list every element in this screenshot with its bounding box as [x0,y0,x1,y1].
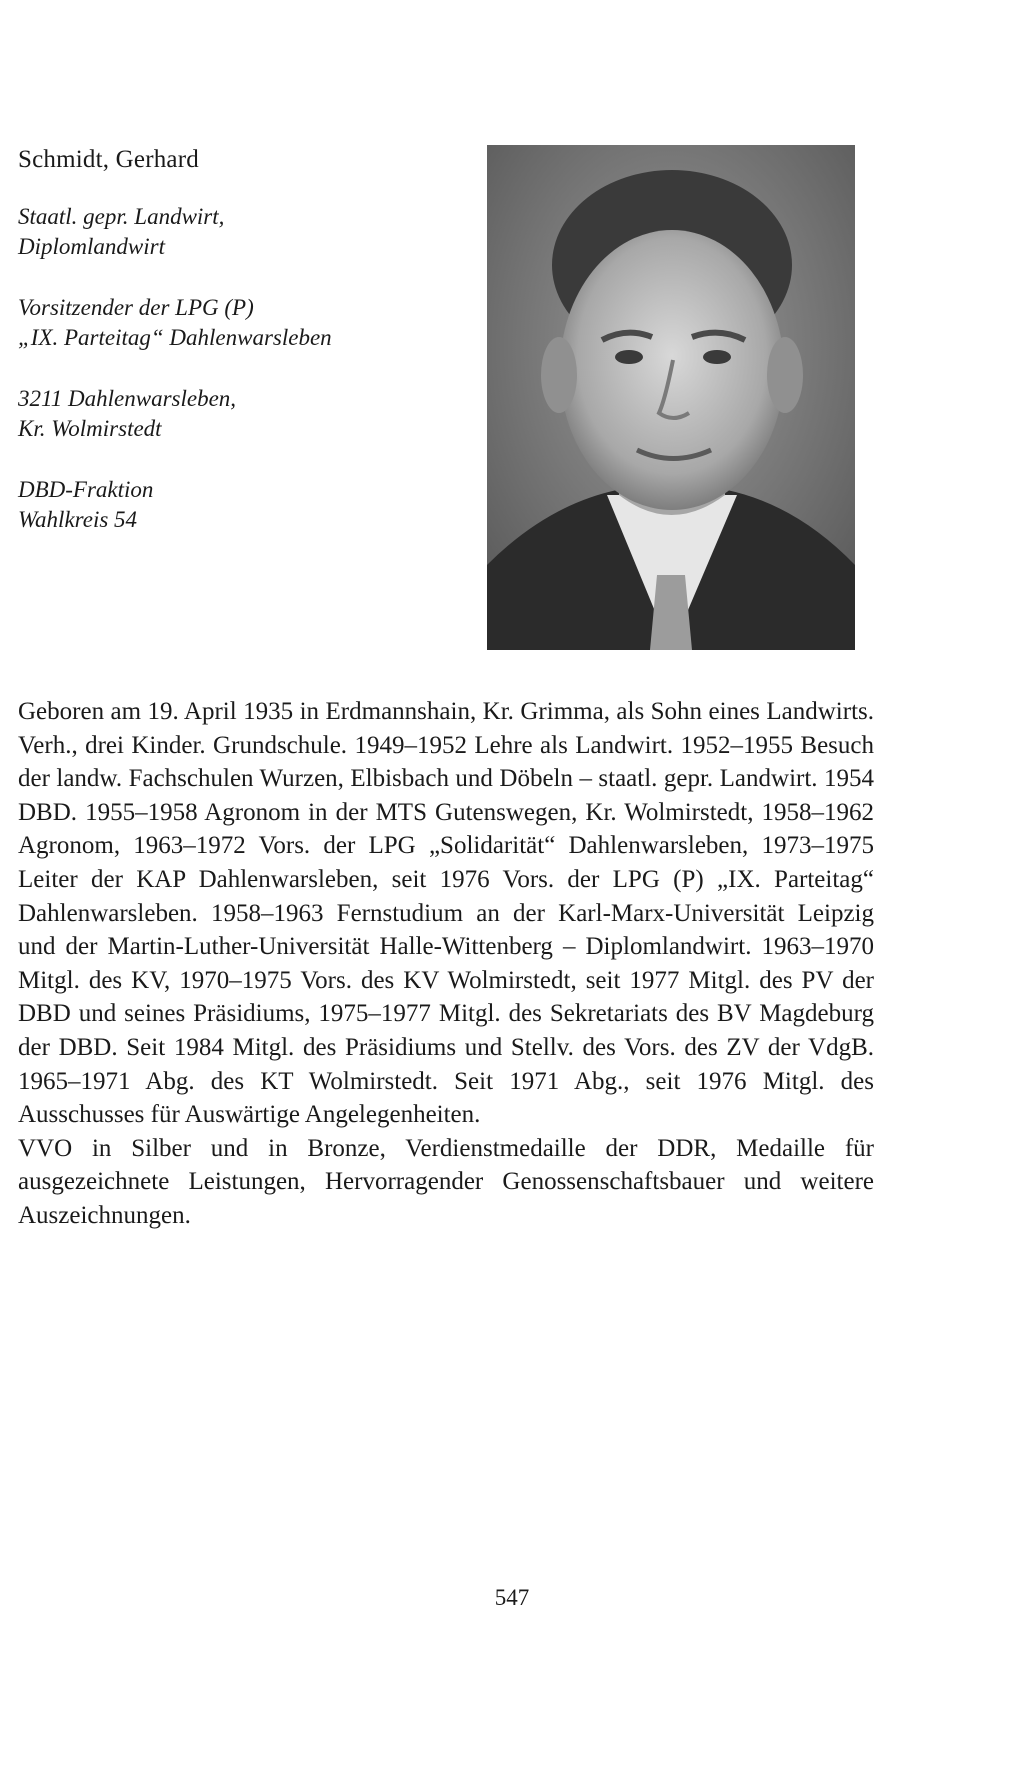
profession-line: Diplomlandwirt [18,234,165,259]
position [18,293,458,353]
page-number: 547 [494,1585,530,1610]
biography-text: Geboren am 19. April 1935 in Erdmannshain, Kr. Grimma, als Sohn eines Landwirts. Verh., drei Kinder. Grundschule. 1949–1952 Lehre als Landwirt. 1952–1955 Besuch der landw. Fachschulen Wurzen, Elbisbach und Döbeln – staatl. gepr. Landwirt. 1954 DBD. 1955–1958 Agronom in der MTS Gutenswegen, Kr. Wolmirstedt, 1958–1962 Agronom, 1963–1972 Vors. der LPG „Solidarität“ Dahlenwarsleben, 1973–1975 Leiter der KAP Dahlenwarsleben, seit 1976 Vors. der LPG (P) „IX. Parteitag“ Dahlenwarsleben. 1958–1963 Fernstudium an der Karl-Marx-Universität Leipzig und der Martin-Luther-Universität Halle-Wittenberg – Diplomlandwirt. 1963–1970 Mitgl. des KV, 1970–1975 Vors. des KV Wolmirstedt, seit 1977 Mitgl. des PV der DBD und seines Präsidiums, 1975–1977 Mitgl. des Sekretariats des BV Magdeburg der DBD. Seit 1984 Mitgl. des Präsidiums und Stellv. des Vors. des ZV der VdgB. 1965–1971 Abg. des KT Wolmirstedt. Seit 1971 Abg., seit 1976 Mitgl. des Ausschusses für Auswärtige Angelegenheiten. [18,698,874,1129]
address [18,384,458,444]
address-line: Kr. Wolmirstedt [18,416,162,441]
header-block [18,145,458,566]
position-line: Vorsitzender der LPG (P) [18,295,254,320]
address-line: 3211 Dahlenwarsleben, [18,386,237,411]
faction [18,475,458,535]
position-line: „IX. Parteitag“ Dahlenwarsleben [18,325,332,350]
profession-line: Staatl. gepr. Landwirt, [18,204,225,229]
faction-line: DBD-Fraktion [18,477,154,502]
profession [18,202,458,262]
person-name: Schmidt, Gerhard [18,146,199,173]
faction-line: Wahlkreis 54 [18,507,138,532]
biography [18,695,874,1233]
awards-text: VVO in Silber und in Bronze, Verdienstmedaille der DDR, Medaille für ausgezeichnete Leistungen, Hervorragender Genossenschaftsbauer und weitere Auszeichnungen. [18,1134,874,1229]
portrait-photo [487,145,855,650]
